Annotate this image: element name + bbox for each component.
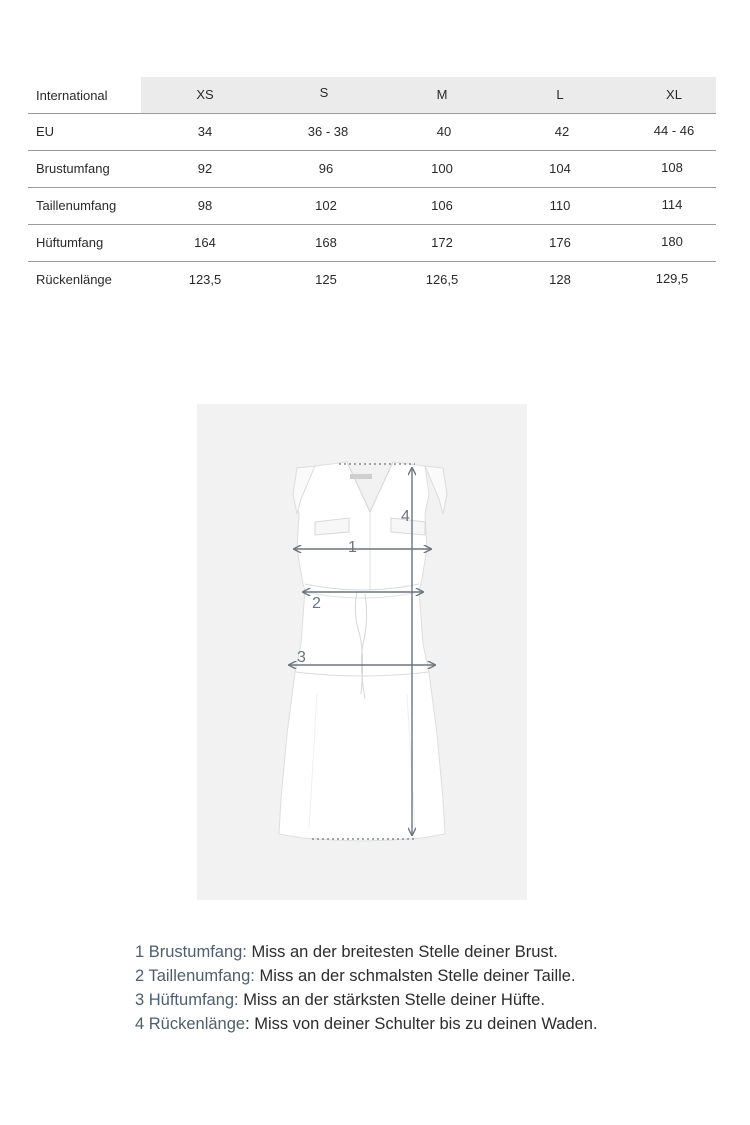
legend-text: Miss an der schmalsten Stelle deiner Taille. — [254, 967, 576, 985]
table-cell: 125 — [315, 272, 337, 287]
marker-3: 3 — [297, 649, 306, 666]
table-header-row — [28, 77, 716, 114]
table-cell: 123,5 — [188, 272, 222, 287]
table-cell: 168 — [315, 235, 337, 250]
row-label: Rückenlänge — [36, 272, 112, 287]
legend-term: 3 Hüftumfang: — [135, 991, 239, 1009]
legend-item-taillenumfang — [135, 964, 735, 988]
legend-item-hueftumfang — [135, 988, 735, 1012]
marker-4: 4 — [401, 508, 410, 525]
table-cell: 164 — [194, 235, 216, 250]
legend-term: 1 Brustumfang: — [135, 943, 247, 961]
table-cell: 128 — [549, 272, 571, 287]
table-row — [28, 188, 716, 225]
legend-term: 4 Rückenlänge — [135, 1015, 246, 1033]
table-cell: 104 — [549, 161, 571, 176]
table-cell: 92 — [197, 161, 213, 176]
size-header-cell: S — [319, 85, 329, 100]
row-label: Taillenumfang — [36, 198, 117, 213]
table-cell: 129,5 — [655, 271, 689, 286]
table-cell: 110 — [549, 198, 571, 213]
table-cell: 126,5 — [425, 272, 459, 287]
table-cell: 106 — [431, 198, 453, 213]
legend-item-brustumfang — [135, 940, 735, 964]
table-cell: 180 — [661, 234, 683, 249]
row-label: Brustumfang — [36, 161, 110, 176]
table-cell: 108 — [661, 160, 683, 175]
table-row — [28, 225, 716, 262]
dress-illustration — [197, 404, 527, 900]
size-header-cell: M — [436, 87, 448, 102]
size-header-cell: L — [556, 87, 564, 102]
marker-1: 1 — [348, 539, 357, 556]
legend-text: Miss an der breitesten Stelle deiner Brust. — [246, 943, 558, 961]
size-table — [28, 77, 716, 298]
table-row — [28, 114, 716, 151]
measurement-legend — [135, 940, 735, 1036]
table-cell: 40 — [436, 124, 452, 139]
table-cell: 96 — [318, 161, 334, 176]
table-cell: 176 — [549, 235, 571, 250]
size-header-cell: XL — [666, 87, 682, 102]
table-cell: 102 — [315, 198, 337, 213]
row-label: EU — [36, 124, 55, 139]
table-cell: 36 - 38 — [307, 124, 349, 139]
size-header-cell: XS — [196, 87, 214, 102]
legend-item-rueckenlaenge — [135, 1012, 735, 1036]
table-cell: 114 — [661, 197, 683, 212]
legend-term: 2 Taillenumfang: — [135, 967, 255, 985]
row-label: Hüftumfang — [36, 235, 104, 250]
table-cell: 34 — [197, 124, 213, 139]
table-cell: 172 — [431, 235, 453, 250]
legend-text: : Miss von deiner Schulter bis zu deinen Waden. — [245, 1015, 598, 1033]
dress-measurement-figure — [197, 404, 527, 900]
table-cell: 100 — [431, 161, 453, 176]
table-row — [28, 151, 716, 188]
table-cell: 42 — [554, 124, 570, 139]
table-cell: 44 - 46 — [653, 123, 695, 138]
table-cell: 98 — [197, 198, 213, 213]
table-row — [28, 262, 716, 298]
table-header-label: International — [36, 88, 108, 103]
legend-text: Miss an der stärksten Stelle deiner Hüfte. — [238, 991, 545, 1009]
marker-2: 2 — [312, 595, 321, 612]
